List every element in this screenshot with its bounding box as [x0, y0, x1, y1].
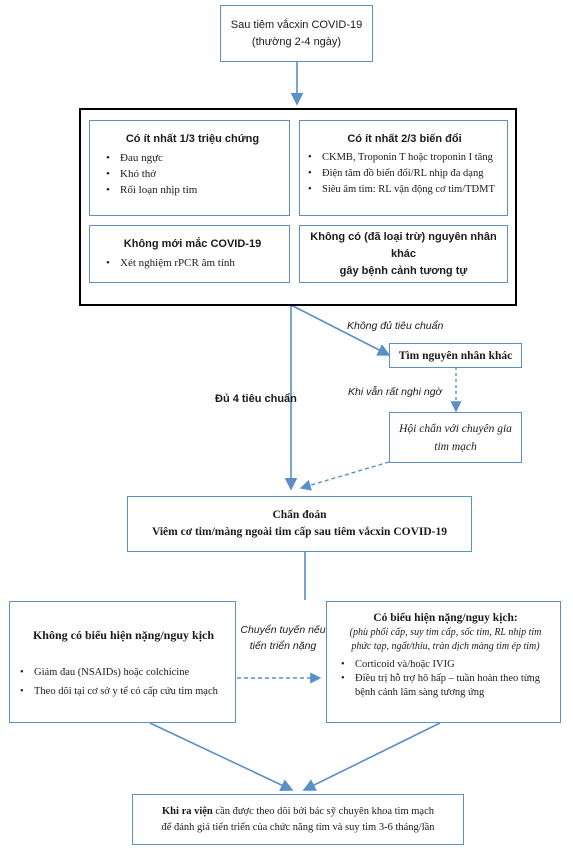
severe-title: Có biểu hiện nặng/nguy kịch:: [373, 612, 518, 624]
diagnosis-box: [127, 496, 472, 552]
list-item: • CKMB, Troponin T hoặc troponin I tăng: [306, 150, 503, 166]
no-other-cause-line1: Không có (đã loại trừ) nguyên nhân khác: [310, 230, 497, 260]
list-item: • Đau ngực: [104, 150, 281, 166]
mild-list: [18, 665, 229, 700]
changes-box: [299, 120, 508, 216]
no-covid-title: Không mới mắc COVID-19: [123, 238, 262, 250]
no-covid-box: [89, 225, 290, 283]
severe-list: [339, 658, 552, 700]
label-transfer: [238, 622, 328, 654]
consult-box: [389, 412, 522, 463]
changes-list: [306, 150, 503, 198]
discharge-line2: để đánh giá tiến triển của chức năng tim và suy tim 3-6 tháng/lần: [161, 821, 435, 833]
severe-detail: (phù phổi cấp, suy tim cấp, sốc tim, RL nhịp tim phức tạp, ngất/thỉu, tràn dịch màng tim ép tim): [349, 627, 542, 652]
label-not-enough: Không đủ tiêu chuẩn: [347, 320, 444, 332]
list-item: • Khó thở: [104, 166, 281, 182]
find-other-box: [389, 343, 522, 368]
consult-line2: tim mạch: [434, 440, 477, 453]
start-box: [220, 5, 373, 62]
arrow-severe-to-discharge: [304, 723, 440, 790]
symptoms-box: [89, 120, 290, 216]
arrow-consult-to-diagnosis: [301, 462, 389, 488]
list-item: • Siêu âm tim: RL vận động cơ tim/TDMT: [306, 182, 503, 198]
label-transfer-line2: tiến triển nặng: [249, 640, 317, 652]
mild-title: Không có biểu hiện nặng/nguy kịch: [32, 628, 215, 642]
start-subtitle: (thường 2-4 ngày): [251, 35, 342, 48]
start-title: Sau tiêm vắcxin COVID-19: [230, 18, 363, 31]
discharge-box: [132, 794, 464, 845]
label-transfer-line1: Chuyển tuyến nếu: [240, 624, 326, 636]
no-other-cause-line2: gây bệnh cảnh tương tự: [339, 264, 468, 277]
discharge-rest: cần được theo dõi bởi bác sỹ chuyên khoa tim mạch: [212, 805, 434, 817]
changes-title: Có ít nhất 2/3 biến đổi: [347, 133, 462, 145]
discharge-bold: Khi ra viện: [162, 805, 213, 817]
list-item: • Theo dõi tại cơ sở y tế có cấp cứu tim mạch: [18, 684, 229, 700]
mild-box: [9, 601, 236, 723]
label-enough-4: Đủ 4 tiêu chuẩn: [215, 393, 297, 405]
list-item: • Rối loạn nhịp tim: [104, 182, 281, 198]
list-item: • Giảm đau (NSAIDs) hoặc colchicine: [18, 665, 229, 681]
symptoms-list: [104, 150, 281, 198]
discharge-line1: [162, 804, 434, 820]
list-item: • Điện tâm đồ biến đổi/RL nhịp đa dạng: [306, 166, 503, 182]
no-other-cause-box: [299, 225, 508, 283]
symptoms-title: Có ít nhất 1/3 triệu chứng: [125, 133, 260, 145]
list-item: • Corticoid và/hoặc IVIG: [339, 658, 552, 672]
diagnosis-subtitle: Viêm cơ tim/màng ngoài tim cấp sau tiêm vắcxin COVID-19: [151, 526, 447, 538]
list-item: • Điều trị hỗ trợ hô hấp – tuần hoàn theo từng bệnh cảnh lâm sàng tương ứng: [339, 672, 552, 700]
find-other-label: Tìm nguyên nhân khác: [398, 349, 513, 362]
list-item: • Xét nghiệm rPCR âm tính: [104, 255, 281, 271]
diagnosis-title: Chẩn đoán: [272, 509, 327, 521]
severe-box: [326, 601, 561, 723]
no-covid-list: [104, 255, 281, 271]
arrow-mild-to-discharge: [150, 723, 292, 790]
label-still-suspect: Khi vẫn rất nghi ngờ: [348, 386, 442, 398]
consult-line1: Hội chẩn với chuyên gia: [399, 422, 512, 435]
